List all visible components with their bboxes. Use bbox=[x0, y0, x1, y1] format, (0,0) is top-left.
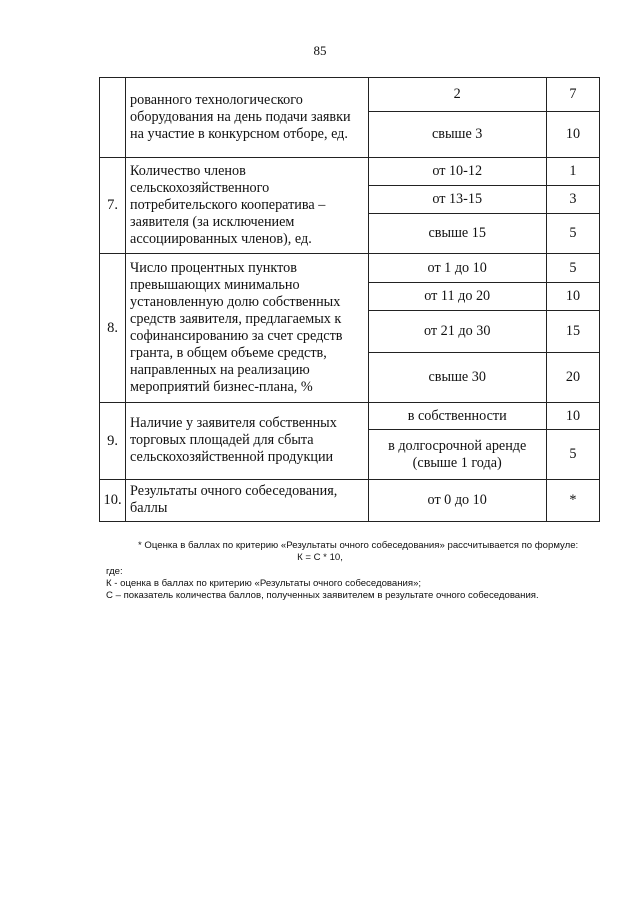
option-value: от 1 до 10 bbox=[368, 254, 546, 283]
option-value: от 21 до 30 bbox=[368, 311, 546, 353]
option-points: 5 bbox=[546, 254, 599, 283]
option-points: 15 bbox=[546, 311, 599, 353]
option-points: 3 bbox=[546, 186, 599, 214]
option-value: от 13-15 bbox=[368, 186, 546, 214]
criterion-number: 8. bbox=[100, 254, 126, 403]
table-row bbox=[100, 254, 600, 283]
option-points: 7 bbox=[546, 78, 599, 112]
footnote-formula: К = С * 10, bbox=[297, 552, 343, 563]
option-points: 20 bbox=[546, 353, 599, 403]
option-value: 2 bbox=[368, 78, 546, 112]
criterion-text: Число процентных пунктов превышающих минимально установленную долю собственных средств заявителя, предлагаемых к софинансированию за счет средств гранта, в общем объеме средств, направленных на реализацию мероприятий бизнес-плана, % bbox=[126, 254, 368, 403]
option-value: от 11 до 20 bbox=[368, 283, 546, 311]
table-row bbox=[100, 158, 600, 186]
criterion-number: 10. bbox=[100, 480, 126, 522]
option-points: 10 bbox=[546, 403, 599, 430]
criterion-number bbox=[100, 78, 126, 158]
criterion-text: Наличие у заявителя собственных торговых площадей для сбыта сельскохозяйственной продукции bbox=[126, 403, 368, 480]
criterion-text: Результаты очного собеседования, баллы bbox=[126, 480, 368, 522]
footnote-k-definition: К - оценка в баллах по критерию «Результаты очного собеседования»; bbox=[106, 578, 422, 589]
option-points: 5 bbox=[546, 430, 599, 480]
footnote-note: * Оценка в баллах по критерию «Результаты очного собеседования» рассчитывается по формуле: bbox=[138, 540, 579, 551]
option-points: * bbox=[546, 480, 599, 522]
option-value: свыше 3 bbox=[368, 112, 546, 158]
footnote-where: где: bbox=[106, 566, 123, 577]
option-points: 10 bbox=[546, 112, 599, 158]
option-value: от 0 до 10 bbox=[368, 480, 546, 522]
option-value: свыше 15 bbox=[368, 214, 546, 254]
option-points: 10 bbox=[546, 283, 599, 311]
option-points: 1 bbox=[546, 158, 599, 186]
option-value: в долгосрочной аренде (свыше 1 года) bbox=[368, 430, 546, 480]
criterion-number: 9. bbox=[100, 403, 126, 480]
option-value: от 10-12 bbox=[368, 158, 546, 186]
criterion-text: Количество членов сельскохозяйственного потребительского кооператива – заявителя (за исключением ассоциированных членов), ед. bbox=[126, 158, 368, 254]
table-row bbox=[100, 78, 600, 112]
option-points: 5 bbox=[546, 214, 599, 254]
table-row bbox=[100, 480, 600, 522]
criterion-number: 7. bbox=[100, 158, 126, 254]
criteria-table bbox=[99, 77, 600, 522]
option-value: свыше 30 bbox=[368, 353, 546, 403]
page-number: 85 bbox=[313, 43, 327, 58]
option-value: в собственности bbox=[368, 403, 546, 430]
criterion-text: рованного технологического оборудования на день подачи заявки на участие в конкурсном отборе, ед. bbox=[126, 78, 368, 158]
table-row bbox=[100, 403, 600, 430]
footnote-c-definition: С – показатель количества баллов, полученных заявителем в результате очного собеседования. bbox=[106, 590, 539, 601]
